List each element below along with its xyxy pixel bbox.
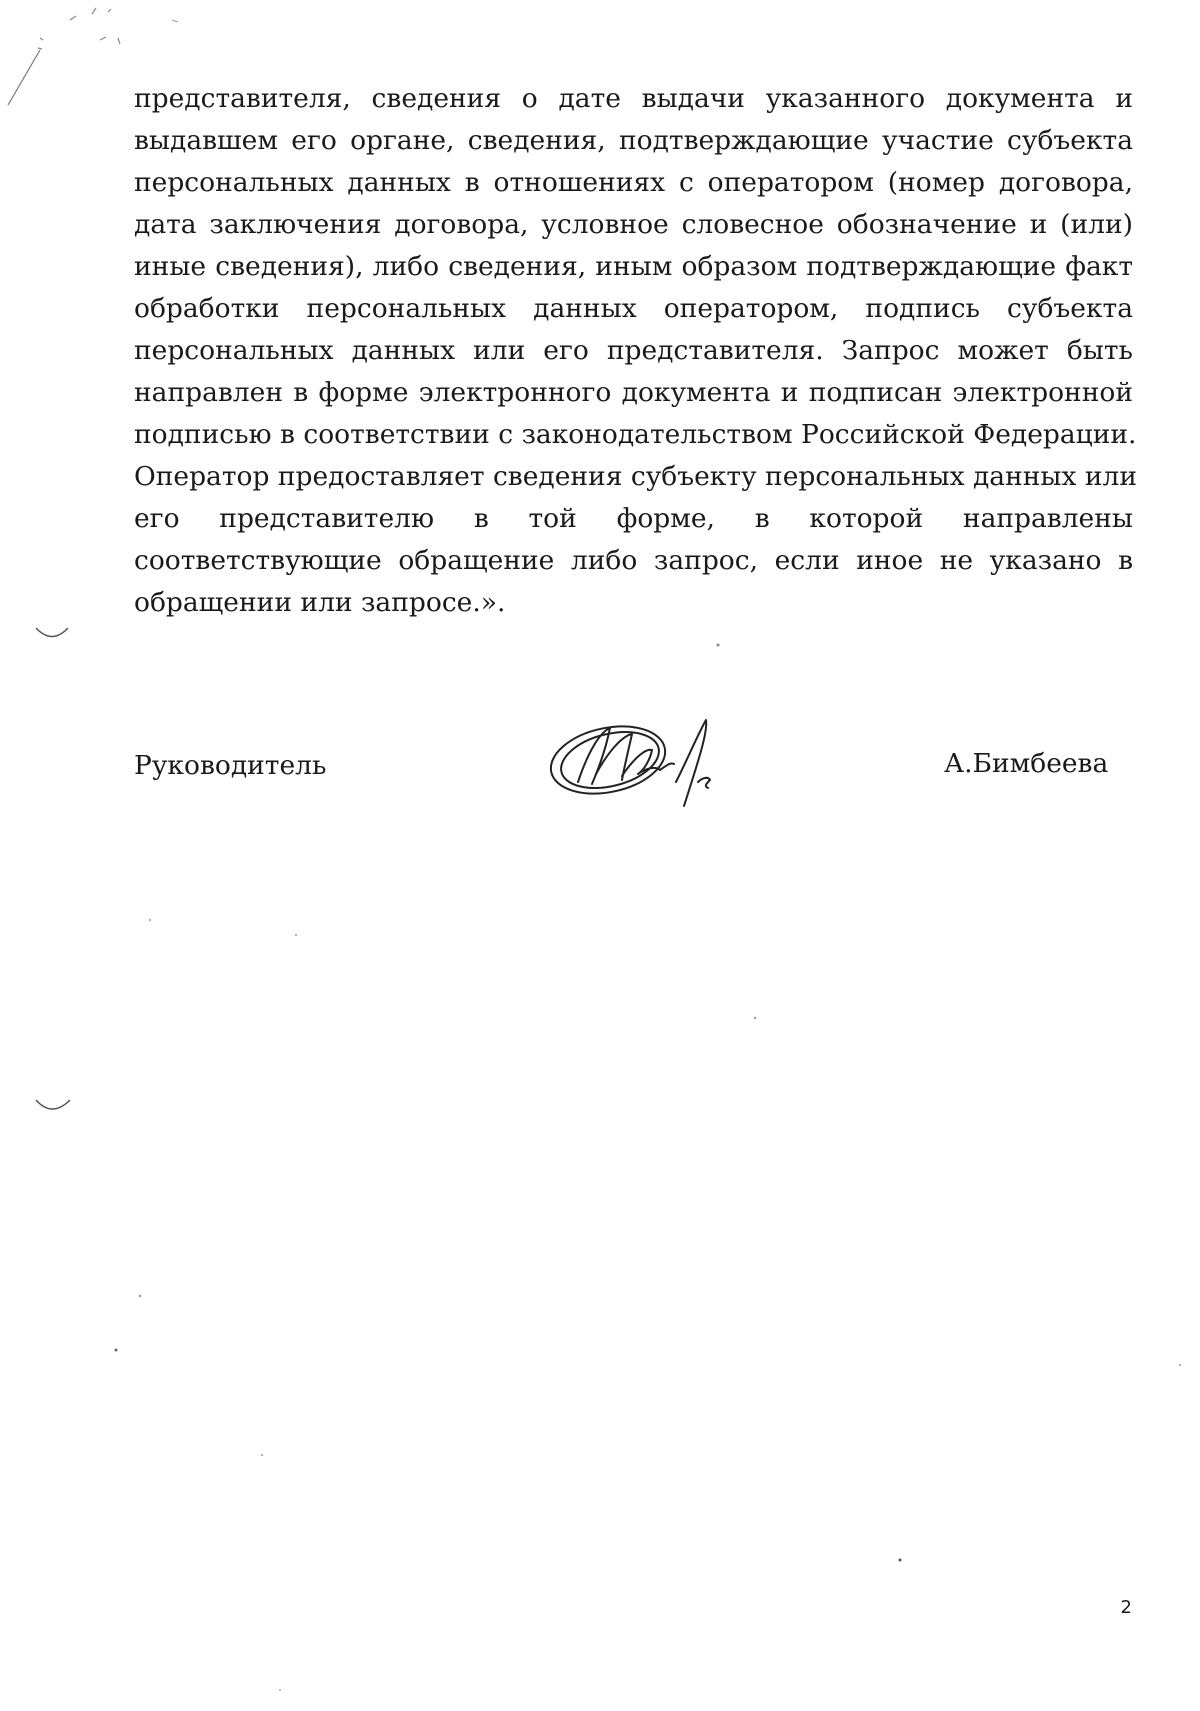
body-line: соответствующие обращение либо запрос, если иное не указано в — [134, 545, 1133, 576]
handwritten-signature — [548, 712, 738, 812]
body-paragraph — [134, 78, 1138, 624]
body-line: его представителю в той форме, в которой направлены — [134, 503, 1133, 534]
body-line: иные сведения), либо сведения, иным образом подтверждающие факт — [134, 251, 1133, 282]
body-line: дата заключения договора, условное словесное обозначение и (или) — [134, 209, 1133, 240]
body-line: Оператор предоставляет сведения субъекту персональных данных или — [134, 461, 1138, 492]
page-number: 2 — [1120, 1597, 1132, 1618]
body-line: направлен в форме электронного документа и подписан электронной — [134, 377, 1133, 408]
body-line: персональных данных в отношениях с оператором (номер договора, — [134, 167, 1133, 198]
body-line: выдавшем его органе, сведения, подтверждающие участие субъекта — [134, 125, 1133, 156]
body-line: обращении или запросе.». — [134, 587, 506, 618]
body-line: обработки персональных данных оператором, подпись субъекта — [134, 293, 1133, 324]
signer-name: А.Бимбеева — [944, 748, 1109, 779]
body-line: представителя, сведения о дате выдачи указанного документа и — [134, 83, 1133, 114]
signer-position-title: Руководитель — [134, 750, 327, 781]
body-line: персональных данных или его представителя. Запрос может быть — [134, 335, 1133, 366]
body-line: подписью в соответствии с законодательством Российской Федерации. — [134, 419, 1137, 450]
